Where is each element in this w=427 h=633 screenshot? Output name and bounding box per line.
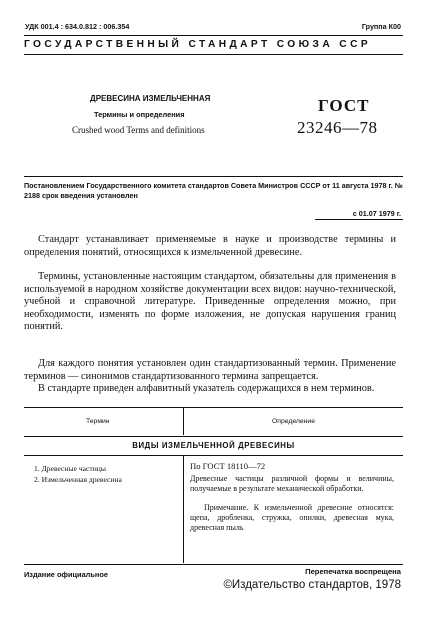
term-crushed-wood: 2. Измельченная древесина	[34, 475, 122, 484]
table-header	[24, 407, 403, 437]
official-edition: Издание официальное	[24, 570, 109, 579]
paragraph-index: В стандарте приведен алфавитный указатель содержащихся в нем терминов.	[38, 383, 375, 394]
reprint-notice: Перепечатка воспрещена	[305, 567, 401, 576]
decree-text: Постановлением Государственного комитета стандартов Совета Министров СССР от 11 августа 1978 г. № 2188 срок введения установлен	[24, 181, 403, 200]
group-code: Группа К00	[361, 22, 401, 31]
top-rule-lower	[24, 54, 403, 55]
column-header-term: Термин	[86, 418, 110, 425]
table-header-divider	[183, 407, 184, 435]
section-title: ВИДЫ ИЗМЕЛЬЧЕННОЙ ДРЕВЕСИНЫ	[132, 441, 295, 450]
document-title-english: Crushed wood Terms and definitions	[72, 125, 205, 135]
decree-rule	[24, 176, 403, 177]
document-subtitle: Термины и определения	[94, 110, 185, 119]
definition-crushed-wood: Древесные частицы различной формы и величины, получаемые в результате механической обработки.	[190, 474, 394, 493]
footer-rule	[24, 564, 403, 565]
definition-note: Примечание. К измельченной древесине относятся: щепа, дробленка, стружка, опилки, древесная мука, древесная пыль	[190, 503, 394, 532]
gost-label: ГОСТ	[318, 96, 370, 115]
top-rule	[24, 35, 403, 36]
table-column-divider	[183, 455, 184, 563]
definition-reference: По ГОСТ 18110—72	[190, 461, 266, 471]
paragraph-scope: Стандарт устанавливает применяемые в науке и производстве термины и определения понятий, относящихся к измельченной древесине.	[24, 234, 396, 258]
paragraph-usage: Термины, установленные настоящим стандартом, обязательны для применения в используемой в народном хозяйстве документации всех видов: научно-технической, учебной и справочной литературе. Приведенные определения можно, при необходимости, изменять по форме изложения, не допуская нарушения границ понятий.	[24, 271, 396, 333]
udk-code: УДК 001.4 : 634.0.812 : 006.354	[25, 22, 130, 31]
gost-number: 23246—78	[297, 118, 378, 137]
effective-date: с 01.07 1979 г.	[352, 209, 401, 218]
section-rule	[24, 455, 403, 456]
effective-date-underline	[315, 219, 403, 220]
state-standard-title: ГОСУДАРСТВЕННЫЙ СТАНДАРТ СОЮЗА ССР	[24, 39, 372, 50]
document-title: ДРЕВЕСИНА ИЗМЕЛЬЧЕННАЯ	[90, 94, 211, 103]
copyright: ©Издательство стандартов, 1978	[223, 579, 401, 591]
column-header-definition: Определение	[272, 418, 315, 425]
term-wood-particles: 1. Древесные частицы	[34, 464, 106, 473]
paragraph-synonyms: Для каждого понятия установлен один стандартизованный термин. Применение терминов — синонимов стандартизованного термина запрещается.	[24, 358, 396, 382]
